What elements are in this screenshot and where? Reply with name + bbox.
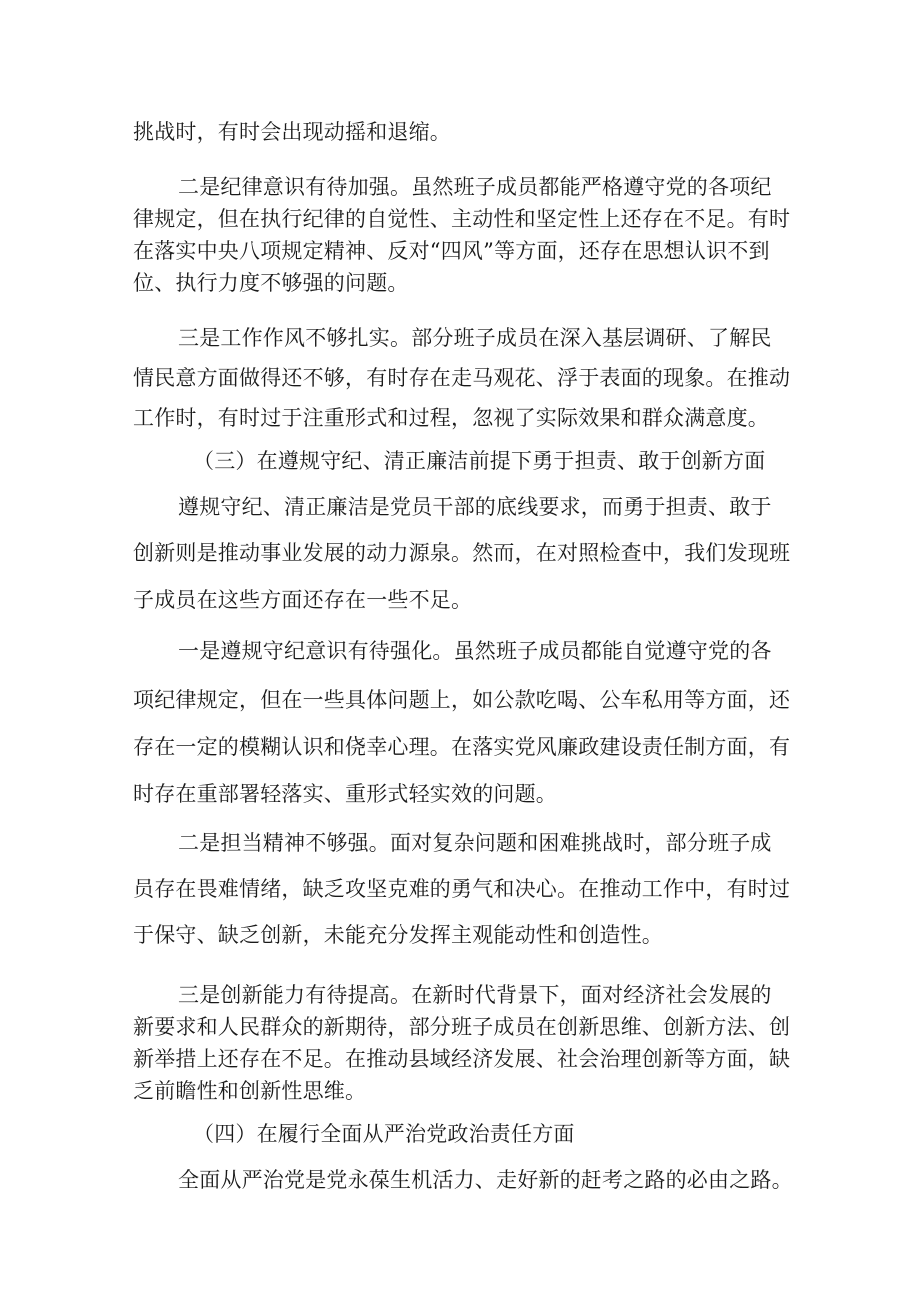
- paragraph-line: 乏前瞻性和创新性思维。: [133, 1079, 367, 1103]
- paragraph-line: 一是遵规守纪意识有待强化。虽然班子成员都能自觉遵守党的各: [178, 639, 772, 663]
- paragraph-line: 情民意方面做得还不够，有时存在走马观花、浮于表面的现象。在推动: [133, 366, 791, 390]
- paragraph-line: 三是工作作风不够扎实。部分班子成员在深入基层调研、了解民: [178, 326, 772, 350]
- paragraph-line: 时存在重部署轻落实、重形式轻实效的问题。: [133, 782, 557, 806]
- paragraph-line: 遵规守纪、清正廉洁是党员干部的底线要求，而勇于担责、敢于: [178, 495, 772, 519]
- paragraph-line: 二是纪律意识有待加强。虽然班子成员都能严格遵守党的各项纪: [178, 175, 772, 199]
- paragraph-line: 新举措上还存在不足。在推动县域经济发展、社会治理创新等方面，缺: [133, 1047, 791, 1071]
- paragraph-line: 工作时，有时过于注重形式和过程，忽视了实际效果和群众满意度。: [133, 406, 769, 430]
- paragraph-line: 三是创新能力有待提高。在新时代背景下，面对经济社会发展的: [178, 983, 772, 1007]
- paragraph-line: 子成员在这些方面还存在一些不足。: [133, 588, 473, 612]
- paragraph-line: 挑战时，有时会出现动摇和退缩。: [133, 120, 451, 144]
- section-heading: （三）在遵规守纪、清正廉洁前提下勇于担责、敢于创新方面: [193, 449, 766, 473]
- paragraph-line: 新要求和人民群众的新期待，部分班子成员在创新思维、创新方法、创: [133, 1015, 791, 1039]
- paragraph-line: 二是担当精神不够强。面对复杂问题和困难挑战时，部分班子成: [178, 831, 772, 855]
- paragraph-line: 律规定，但在执行纪律的自觉性、主动性和坚定性上还存在不足。有时: [133, 207, 791, 231]
- paragraph-line: 创新则是推动事业发展的动力源泉。然而，在对照检查中，我们发现班: [133, 541, 791, 565]
- section-heading: （四）在履行全面从严治党政治责任方面: [193, 1122, 575, 1146]
- paragraph-line: 全面从严治党是党永葆生机活力、走好新的赶考之路的必由之路。: [178, 1168, 793, 1192]
- paragraph-line: 员存在畏难情绪，缺乏攻坚克难的勇气和决心。在推动工作中，有时过: [133, 877, 791, 901]
- paragraph-line: 在落实中央八项规定精神、反对“四风”等方面，还存在思想认识不到: [133, 239, 770, 263]
- paragraph-line: 存在一定的模糊认识和侥幸心理。在落实党风廉政建设责任制方面，有: [133, 735, 791, 759]
- paragraph-line: 位、执行力度不够强的问题。: [133, 271, 409, 295]
- paragraph-line: 于保守、缺乏创新，未能充分发挥主观能动性和创造性。: [133, 923, 663, 947]
- paragraph-line: 项纪律规定，但在一些具体问题上，如公款吃喝、公车私用等方面，还: [133, 688, 791, 712]
